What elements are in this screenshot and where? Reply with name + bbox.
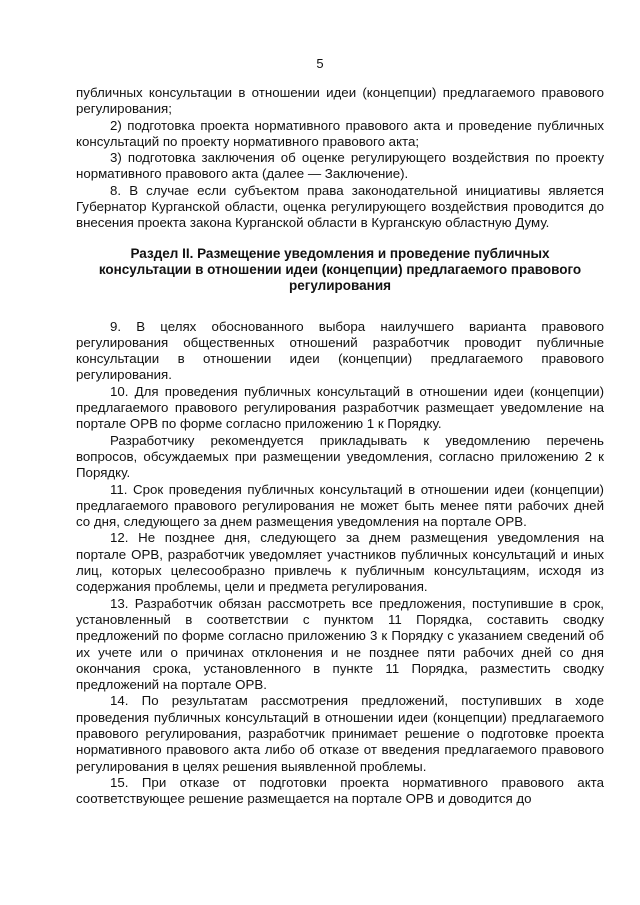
paragraph-item-3: 3) подготовка заключения об оценке регулирующего воздействия по проекту нормативного правового акта (далее — Заключение).: [76, 150, 604, 182]
section-heading: Раздел II. Размещение уведомления и проведение публичных консультации в отношении идеи (концепции) предлагаемого правового регулирования: [98, 245, 582, 294]
paragraph-15: 15. При отказе от подготовки проекта нормативного правового акта соответствующее решение размещается на портале ОРВ и доводится до: [76, 774, 604, 807]
paragraph-10: 10. Для проведения публичных консультаций в отношении идеи (концепции) предлагаемого правового регулирования разработчик размещает уведомление на портале ОРВ по форме согласно приложению 1 к Порядку.: [76, 383, 604, 432]
paragraph-continuation: публичных консультации в отношении идеи (концепции) предлагаемого правового регулирования;: [76, 85, 604, 117]
paragraph-10-note: Разработчику рекомендуется прикладывать к уведомлению перечень вопросов, обсуждаемых при размещении уведомления, согласно приложению 2 к Порядку.: [76, 432, 604, 481]
paragraph-14: 14. По результатам рассмотрения предложений, поступивших в ходе проведения публичных консультаций в отношении идеи (концепции) предлагаемого правового регулирования, разработчик принимает решение о подготовке проекта нормативного правового акта либо об отказе от введения предлагаемого правового регулирования в целях решения выявленной проблемы.: [76, 693, 604, 774]
paragraph-11: 11. Срок проведения публичных консультаций в отношении идеи (концепции) предлагаемого правового регулирования не может быть менее пяти рабочих дней со дня, следующего за днем размещения уведомления на портале ОРВ.: [76, 481, 604, 530]
paragraph-12: 12. Не позднее дня, следующего за днем размещения уведомления на портале ОРВ, разработчик уведомляет участников публичных консультаций и иных лиц, которых целесообразно привлечь к публичным консультациям, исходя из содержания проблемы, цели и предмета регулирования.: [76, 530, 604, 595]
paragraph-13: 13. Разработчик обязан рассмотреть все предложения, поступившие в срок, установленный в соответствии с пунктом 11 Порядка, составить сводку предложений по форме согласно приложению 3 к Порядку с указанием сведений об их учете или о причинах отклонения и не позднее пяти рабочих дней со дня окончания срока, установленного в пункте 11 Порядка, разместить сводку предложений на портале ОРВ.: [76, 595, 604, 693]
page-number: 5: [316, 56, 324, 71]
paragraph-9: 9. В целях обоснованного выбора наилучшего варианта правового регулирования общественных отношений разработчик проводит публичные консультации в отношении идеи (концепции) предлагаемого правового регулирования.: [76, 318, 604, 383]
document-body: [76, 85, 604, 807]
paragraph-8: 8. В случае если субъектом права законодательной инициативы является Губернатор Курганской области, оценка регулирующего воздействия проводится до внесения проекта закона Курганской области в Курганскую областную Думу.: [76, 182, 604, 231]
paragraph-item-2: 2) подготовка проекта нормативного правового акта и проведение публичных консультаций по проекту нормативного правового акта;: [76, 117, 604, 149]
